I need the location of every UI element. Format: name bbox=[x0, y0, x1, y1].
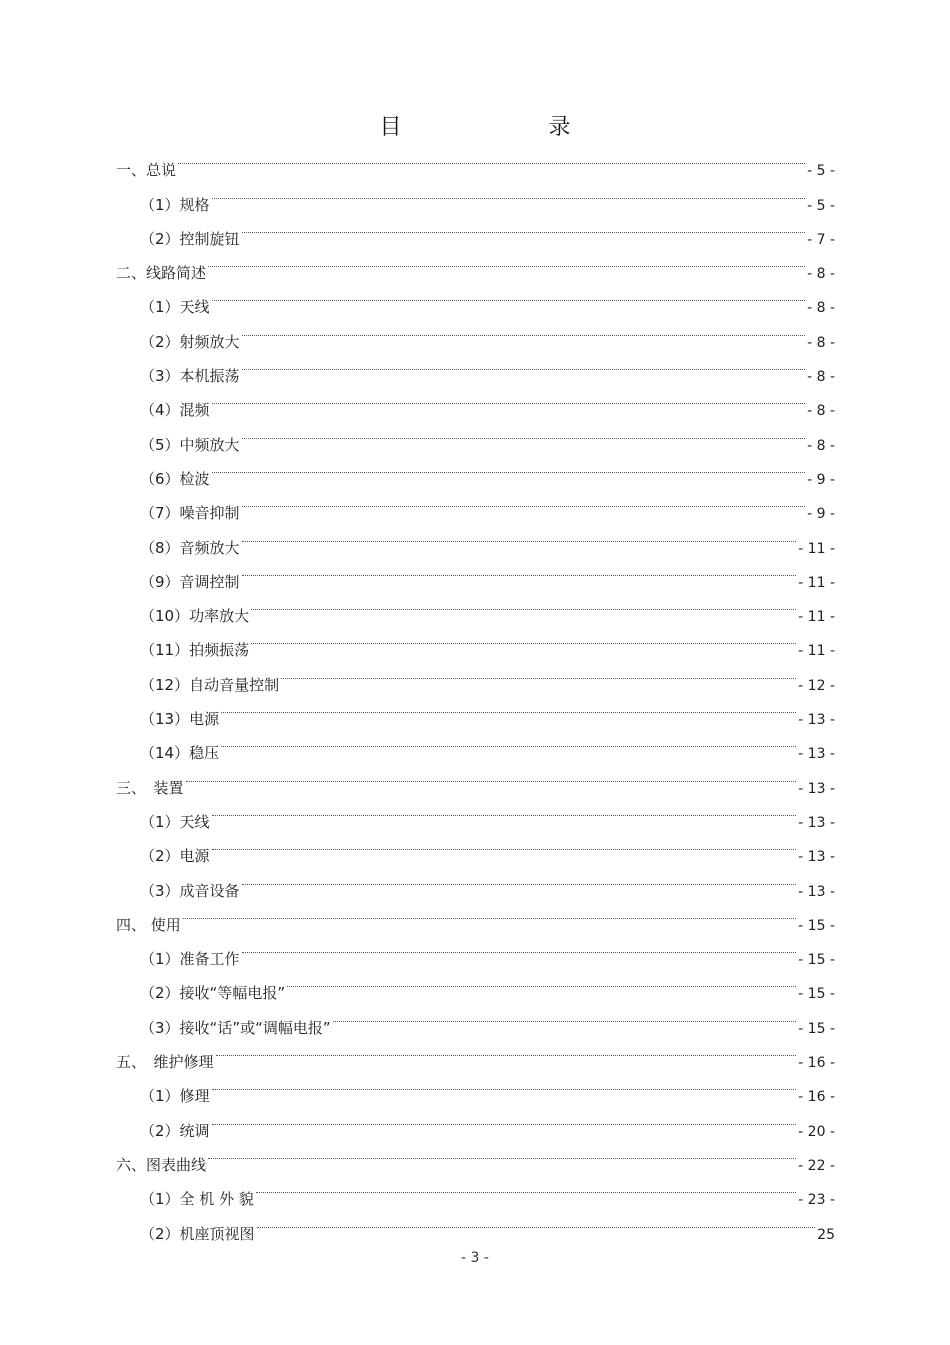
toc-entry-label: 三、 装置 bbox=[116, 778, 184, 797]
toc-entry-label: （6）检波 bbox=[140, 469, 210, 488]
toc-entry-label: （3）本机振荡 bbox=[140, 367, 240, 386]
toc-entry-page-number: - 11 - bbox=[798, 540, 835, 557]
toc-dot-leader bbox=[251, 621, 796, 655]
toc-entry-page-number: - 12 - bbox=[798, 677, 835, 694]
toc-entry-page-number: - 13 - bbox=[798, 883, 835, 900]
toc-entry[interactable] bbox=[116, 793, 835, 831]
toc-dot-leader bbox=[242, 415, 806, 449]
toc-entry-label: 一、总说 bbox=[116, 161, 177, 180]
toc-entry-label: （2）接收“等幅电报” bbox=[140, 984, 286, 1003]
toc-dot-leader bbox=[287, 964, 796, 998]
toc-dot-leader bbox=[216, 1033, 797, 1067]
toc-dot-leader bbox=[212, 827, 797, 861]
toc-entry-label: （1）准备工作 bbox=[140, 950, 240, 969]
toc-entry[interactable] bbox=[116, 690, 835, 729]
toc-entry-page-number: - 11 - bbox=[798, 643, 835, 660]
toc-entry-label: （7）噪音抑制 bbox=[140, 504, 240, 523]
toc-entry-page-number: - 13 - bbox=[798, 849, 835, 866]
toc-entry[interactable] bbox=[116, 724, 835, 763]
toc-dot-leader bbox=[251, 587, 796, 621]
toc-dot-leader bbox=[178, 141, 805, 175]
toc-entry-label: （2）控制旋钮 bbox=[140, 229, 240, 248]
toc-entry-label: （3）成音设备 bbox=[140, 881, 240, 900]
toc-entry-page-number: - 15 - bbox=[798, 917, 835, 934]
toc-entry[interactable] bbox=[116, 998, 835, 1037]
toc-entry-label: （8）音频放大 bbox=[140, 538, 240, 557]
toc-entry[interactable] bbox=[116, 621, 835, 660]
toc-entry-label: （1）全 机 外 貌 bbox=[140, 1190, 254, 1209]
toc-entry[interactable] bbox=[116, 210, 835, 248]
toc-entry-label: （2）电源 bbox=[140, 847, 210, 866]
toc-entry-label: （3）接收“话”或“调幅电报” bbox=[140, 1018, 331, 1037]
toc-entry-label: （1）修理 bbox=[140, 1087, 210, 1106]
toc-dot-leader bbox=[212, 381, 806, 415]
toc-entry-label: （12）自动音量控制 bbox=[140, 675, 280, 694]
toc-entry-page-number: - 13 - bbox=[798, 814, 835, 831]
toc-entry-label: （13）电源 bbox=[140, 710, 220, 729]
toc-entry-page-number: - 9 - bbox=[807, 506, 835, 523]
toc-entry[interactable] bbox=[116, 450, 835, 488]
toc-entry-label: （1）天线 bbox=[140, 298, 210, 317]
toc-entry-label: （4）混频 bbox=[140, 401, 210, 420]
toc-entry-page-number: - 9 - bbox=[807, 471, 835, 488]
toc-entry-page-number: - 8 - bbox=[807, 369, 835, 386]
toc-entry-page-number: - 15 - bbox=[798, 986, 835, 1003]
toc-dot-leader bbox=[242, 861, 797, 895]
toc-dot-leader bbox=[212, 278, 806, 312]
toc-entry-label: （9）音调控制 bbox=[140, 572, 240, 591]
toc-entry-label: （14）稳压 bbox=[140, 744, 220, 763]
toc-dot-leader bbox=[256, 1170, 796, 1204]
toc-entry[interactable] bbox=[116, 1204, 835, 1243]
toc-entry-page-number: - 5 - bbox=[807, 163, 835, 180]
toc-entry[interactable] bbox=[116, 1101, 835, 1140]
toc-entry[interactable] bbox=[116, 518, 835, 557]
toc-entry-label: 四、 使用 bbox=[116, 915, 181, 934]
toc-dot-leader bbox=[242, 210, 806, 244]
toc-entry[interactable] bbox=[116, 827, 835, 866]
toc-dot-leader bbox=[208, 1136, 796, 1170]
toc-dot-leader bbox=[242, 484, 806, 518]
toc-entry[interactable] bbox=[116, 175, 835, 214]
toc-entry[interactable] bbox=[116, 244, 835, 283]
toc-entry[interactable] bbox=[116, 964, 835, 1003]
toc-entry-page-number: - 20 - bbox=[798, 1123, 835, 1140]
toc-dot-leader bbox=[183, 896, 796, 930]
toc-entry-page-number: - 7 - bbox=[807, 231, 835, 248]
toc-entry[interactable] bbox=[116, 1136, 835, 1174]
toc-entry[interactable] bbox=[116, 312, 835, 351]
toc-dot-leader bbox=[242, 347, 806, 381]
toc-dot-leader bbox=[242, 312, 806, 346]
toc-entry[interactable] bbox=[116, 1033, 835, 1072]
toc-entry-label: （2）机座顶视图 bbox=[140, 1224, 255, 1243]
toc-entry[interactable] bbox=[116, 1067, 835, 1106]
page-number-footer: - 3 - bbox=[461, 1250, 489, 1266]
toc-dot-leader bbox=[242, 553, 797, 587]
toc-entry[interactable] bbox=[116, 484, 835, 523]
toc-entry-page-number: - 16 - bbox=[798, 1055, 835, 1072]
toc-entry[interactable] bbox=[116, 896, 835, 934]
toc-entry-page-number: - 11 - bbox=[798, 574, 835, 591]
toc-dot-leader bbox=[242, 930, 797, 964]
toc-entry-page-number: - 15 - bbox=[798, 952, 835, 969]
toc-dot-leader bbox=[212, 450, 806, 484]
toc-entry[interactable] bbox=[116, 278, 835, 317]
toc-dot-leader bbox=[221, 724, 796, 758]
toc-entry-page-number: - 13 - bbox=[798, 746, 835, 763]
toc-dot-leader bbox=[212, 793, 797, 827]
toc-entry-page-number: - 15 - bbox=[798, 1020, 835, 1037]
toc-entry-label: （2）统调 bbox=[140, 1121, 210, 1140]
toc-dot-leader bbox=[257, 1204, 816, 1238]
toc-entry-page-number: 25 bbox=[817, 1226, 835, 1243]
toc-entry[interactable] bbox=[116, 758, 835, 797]
toc-entry-page-number: - 22 - bbox=[798, 1157, 835, 1174]
toc-dot-leader bbox=[212, 1067, 797, 1101]
toc-entry-label: （1）规格 bbox=[140, 195, 210, 214]
toc-entry-label: （11）拍频振荡 bbox=[140, 641, 250, 660]
toc-dot-leader bbox=[208, 244, 805, 278]
toc-entry-page-number: - 16 - bbox=[798, 1089, 835, 1106]
toc-entry-label: （5）中频放大 bbox=[140, 435, 240, 454]
toc-dot-leader bbox=[186, 758, 797, 792]
toc-entry-label: （1）天线 bbox=[140, 812, 210, 831]
table-of-contents bbox=[116, 141, 835, 1243]
toc-dot-leader bbox=[212, 175, 806, 209]
toc-entry[interactable] bbox=[116, 655, 835, 694]
toc-entry[interactable] bbox=[116, 930, 835, 969]
toc-dot-leader bbox=[333, 998, 797, 1032]
toc-dot-leader bbox=[281, 655, 796, 689]
toc-title: 目 录 bbox=[379, 115, 641, 140]
toc-entry-page-number: - 8 - bbox=[807, 403, 835, 420]
toc-entry-page-number: - 11 - bbox=[798, 609, 835, 626]
toc-dot-leader bbox=[221, 690, 796, 724]
toc-entry-page-number: - 23 - bbox=[798, 1192, 835, 1209]
toc-entry[interactable] bbox=[116, 1170, 835, 1209]
toc-entry-page-number: - 8 - bbox=[807, 437, 835, 454]
toc-entry-page-number: - 8 - bbox=[807, 300, 835, 317]
toc-entry-label: 二、线路简述 bbox=[116, 264, 207, 283]
toc-entry[interactable] bbox=[116, 861, 835, 900]
toc-entry-label: （10）功率放大 bbox=[140, 607, 250, 626]
toc-entry[interactable] bbox=[116, 587, 835, 626]
toc-entry-label: （2）射频放大 bbox=[140, 332, 240, 351]
toc-entry-page-number: - 5 - bbox=[807, 197, 835, 214]
toc-entry[interactable] bbox=[116, 415, 835, 454]
toc-entry-label: 五、 维护修理 bbox=[116, 1053, 214, 1072]
toc-entry[interactable] bbox=[116, 381, 835, 420]
toc-entry-page-number: - 8 - bbox=[807, 266, 835, 283]
toc-entry-page-number: - 13 - bbox=[798, 712, 835, 729]
toc-dot-leader bbox=[212, 1101, 797, 1135]
toc-entry[interactable] bbox=[116, 141, 835, 180]
toc-dot-leader bbox=[242, 518, 797, 552]
toc-entry-page-number: - 13 - bbox=[798, 780, 835, 797]
toc-entry[interactable] bbox=[116, 347, 835, 386]
toc-entry[interactable] bbox=[116, 553, 835, 591]
toc-entry-page-number: - 8 - bbox=[807, 334, 835, 351]
toc-entry-label: 六、图表曲线 bbox=[116, 1155, 207, 1174]
